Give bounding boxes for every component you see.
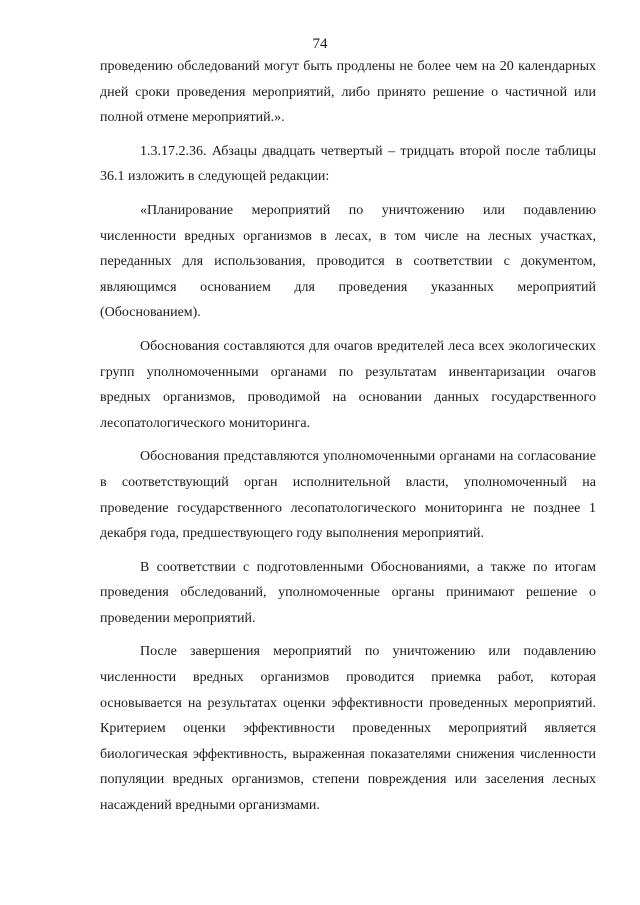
paragraph-decision: В соответствии с подготовленными Обоснованиями, а также по итогам проведения обследований, уполномоченные органы принимают решение о проведении мероприятий. <box>100 559 596 626</box>
paragraph-submission: Обоснования представляются уполномоченными органами на согласование в соответствующий орган исполнительной власти, уполномоченный на проведение государственного лесопатологического мониторинга не позднее 1 декабря года, предшествующего году выполнения мероприятий. <box>100 449 596 542</box>
paragraph-acceptance: После завершения мероприятий по уничтожению или подавлению численности вредных организмов проводится приемка работ, которая основывается на результатах оценки эффективности проведенных мероприятий. Критерием оценки эффективности проведенных мероприятий является биологическая эффективность, выраженная показателями снижения численности популяции вредных организмов, степени повреждения или заселения лесных насаждений вредными организмами. <box>100 644 596 814</box>
paragraph-amendment-instruction: 1.3.17.2.36. Абзацы двадцать четвертый – тридцать второй после таблицы 36.1 изложить в следующей редакции: <box>100 143 596 185</box>
paragraph-continuation: проведению обследований могут быть продлены не более чем на 20 календарных дней сроки проведения мероприятий, либо принято решение о частичной или полной отмене мероприятий.». <box>100 59 596 126</box>
document-body <box>100 54 596 819</box>
paragraph-planning: «Планирование мероприятий по уничтожению или подавлению численности вредных организмов в лесах, в том числе на лесных участках, переданных для использования, проводится в соответствии с документом, являющимся основанием для проведения указанных мероприятий (Обоснованием). <box>100 202 596 321</box>
page-number: 74 <box>312 36 328 52</box>
paragraph-justifications: Обоснования составляются для очагов вредителей леса всех экологических групп уполномоченными органами по результатам инвентаризации очагов вредных организмов, проводимой на основании данных государственного лесопатологического мониторинга. <box>100 338 596 431</box>
